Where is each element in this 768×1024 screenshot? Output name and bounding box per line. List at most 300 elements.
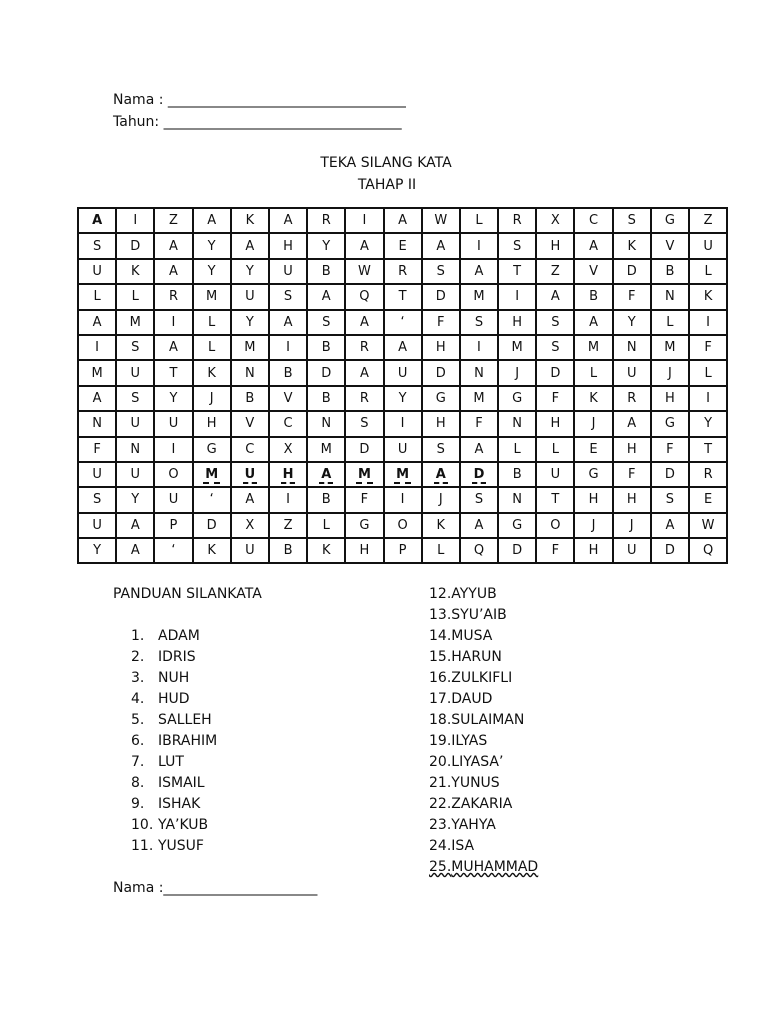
grid-cell (460, 462, 498, 487)
grid-row (78, 310, 727, 335)
grid-cell: R (384, 259, 422, 284)
guide-title: PANDUAN SILANKATA (113, 586, 262, 602)
grid-cell: B (269, 538, 307, 563)
grid-cell: L (651, 310, 689, 335)
grid-cell: J (193, 386, 231, 411)
guide-item-number: 9. (131, 796, 145, 812)
grid-cell: H (422, 335, 460, 360)
grid-cell: N (498, 487, 536, 512)
grid-cell: O (536, 513, 574, 538)
guide-item (429, 773, 538, 794)
grid-cell: P (154, 513, 192, 538)
guide-item-word: SULAIMAN (451, 712, 525, 728)
guide-item (131, 647, 217, 668)
guide-item-number: 15. (429, 649, 452, 665)
name-field-line: Nama : __________________________________ (113, 92, 406, 108)
grid-cell: S (78, 487, 116, 512)
name-field-line-bottom: Nama :______________________ (113, 880, 318, 896)
guide-item-word: IBRAHIM (158, 733, 218, 749)
guide-item (429, 626, 538, 647)
year-field-line: Tahun: __________________________________ (113, 114, 402, 130)
grid-cell: B (307, 259, 345, 284)
grid-cell: ‘ (384, 310, 422, 335)
grid-cell: A (574, 310, 612, 335)
grid-cell: A (116, 538, 154, 563)
grid-cell: U (154, 487, 192, 512)
guide-item (429, 836, 538, 857)
grid-cell: M (651, 335, 689, 360)
grid-cell: N (460, 360, 498, 385)
grid-cell: Y (78, 538, 116, 563)
grid-cell: F (78, 437, 116, 462)
grid-cell: V (269, 386, 307, 411)
page-subtitle: TAHAP II (357, 177, 417, 193)
grid-cell: L (460, 208, 498, 233)
grid-row (78, 487, 727, 512)
guide-item-word: ISMAIL (158, 775, 205, 791)
grid-cell: T (536, 487, 574, 512)
grid-cell: U (78, 462, 116, 487)
grid-cell: J (574, 513, 612, 538)
page-title: TEKA SILANG KATA (320, 155, 452, 171)
grid-cell (345, 462, 383, 487)
guide-item-word: YUNUS (451, 775, 500, 791)
grid-cell: M (498, 335, 536, 360)
grid-cell: U (384, 437, 422, 462)
grid-cell: S (460, 487, 498, 512)
grid-cell: N (116, 437, 154, 462)
guide-item (429, 752, 538, 773)
guide-item (131, 689, 217, 710)
guide-item (429, 668, 538, 689)
grid-cell: I (269, 335, 307, 360)
grid-cell: A (269, 208, 307, 233)
grid-cell: H (422, 411, 460, 436)
grid-cell: H (613, 437, 651, 462)
grid-cell: B (269, 360, 307, 385)
grid-cell (307, 462, 345, 487)
guide-item-number: 21. (429, 775, 452, 791)
grid-cell: A (154, 233, 192, 258)
guide-item-word: NUH (158, 670, 190, 686)
grid-cell: A (154, 259, 192, 284)
grid-cell: F (689, 335, 727, 360)
grid-cell: L (689, 360, 727, 385)
grid-cell: Y (116, 487, 154, 512)
grid-cell: R (307, 208, 345, 233)
grid-cell: S (116, 386, 154, 411)
grid-cell: U (689, 233, 727, 258)
grid-cell: G (651, 411, 689, 436)
grid-cell: G (498, 386, 536, 411)
grid-cell: K (574, 386, 612, 411)
grid-cell: I (154, 437, 192, 462)
grid-cell: V (574, 259, 612, 284)
grid-cell: U (384, 360, 422, 385)
grid-cell: A (116, 513, 154, 538)
grid-cell: D (193, 513, 231, 538)
grid-cell: U (78, 259, 116, 284)
grid-cell: G (651, 208, 689, 233)
grid-cell: H (193, 411, 231, 436)
grid-cell: C (269, 411, 307, 436)
guide-item (131, 752, 217, 773)
grid-cell: A (422, 233, 460, 258)
grid-cell: D (422, 284, 460, 309)
guide-item-word: DAUD (451, 691, 493, 707)
guide-item-number: 20. (429, 754, 452, 770)
grid-row (78, 437, 727, 462)
grid-cell: D (345, 437, 383, 462)
guide-item-number: 5. (131, 712, 145, 728)
guide-list-left (131, 626, 217, 857)
grid-cell: A (231, 487, 269, 512)
grid-cell (422, 462, 460, 487)
guide-item-word: LUT (158, 754, 184, 770)
grid-cell: B (574, 284, 612, 309)
grid-cell: M (78, 360, 116, 385)
grid-cell: W (422, 208, 460, 233)
guide-item (131, 794, 217, 815)
guide-item-number: 16. (429, 670, 452, 686)
grid-cell: T (689, 437, 727, 462)
guide-item-number: 11. (131, 838, 154, 854)
grid-cell: O (154, 462, 192, 487)
grid-cell: I (345, 208, 383, 233)
grid-cell: U (613, 360, 651, 385)
guide-item (131, 731, 217, 752)
grid-cell: L (78, 284, 116, 309)
grid-cell: L (193, 335, 231, 360)
grid-row (78, 360, 727, 385)
word-search-grid (77, 207, 728, 564)
grid-cell-letter: D (473, 467, 485, 483)
grid-cell-letter: A (321, 467, 332, 483)
grid-cell: N (498, 411, 536, 436)
guide-item (131, 815, 217, 836)
grid-row (78, 259, 727, 284)
grid-cell: U (231, 538, 269, 563)
grid-cell: G (193, 437, 231, 462)
grid-cell: D (498, 538, 536, 563)
grid-cell-letter: M (205, 467, 219, 483)
grid-cell: K (193, 360, 231, 385)
grid-cell: U (116, 360, 154, 385)
grid-cell: F (613, 284, 651, 309)
grid-cell: Y (689, 411, 727, 436)
guide-item (131, 773, 217, 794)
grid-cell: B (307, 487, 345, 512)
grid-cell: Y (193, 233, 231, 258)
guide-item-number: 17. (429, 691, 452, 707)
grid-cell: A (384, 335, 422, 360)
grid-cell: L (116, 284, 154, 309)
grid-cell: K (307, 538, 345, 563)
guide-item-word: HARUN (451, 649, 502, 665)
grid-cell: B (498, 462, 536, 487)
grid-cell: A (345, 310, 383, 335)
grid-cell: A (460, 437, 498, 462)
grid-cell-letter: M (396, 467, 410, 483)
grid-cell: D (307, 360, 345, 385)
grid-cell: X (269, 437, 307, 462)
grid-cell: M (231, 335, 269, 360)
grid-cell: E (689, 487, 727, 512)
grid-cell: B (651, 259, 689, 284)
grid-cell: S (613, 208, 651, 233)
grid-cell: T (384, 284, 422, 309)
grid-cell: S (651, 487, 689, 512)
guide-item-word: YA’KUB (158, 817, 209, 833)
grid-cell: U (536, 462, 574, 487)
guide-item (131, 626, 217, 647)
grid-cell: N (613, 335, 651, 360)
grid-cell: M (460, 284, 498, 309)
guide-item-word: AYYUB (451, 586, 497, 602)
grid-cell: K (689, 284, 727, 309)
grid-cell: L (574, 360, 612, 385)
grid-cell: A (154, 335, 192, 360)
grid-cell: M (307, 437, 345, 462)
guide-item-number: 13. (429, 607, 452, 623)
guide-item-number: 23. (429, 817, 452, 833)
grid-cell: L (689, 259, 727, 284)
guide-item-word: IDRIS (158, 649, 196, 665)
grid-cell: M (574, 335, 612, 360)
grid-cell: G (345, 513, 383, 538)
grid-row (78, 335, 727, 360)
grid-cell: N (307, 411, 345, 436)
grid-cell: A (307, 284, 345, 309)
grid-row (78, 386, 727, 411)
grid-cell: C (231, 437, 269, 462)
grid-cell: Q (345, 284, 383, 309)
grid-cell: N (78, 411, 116, 436)
grid-cell: ‘ (193, 487, 231, 512)
grid-cell: Q (460, 538, 498, 563)
grid-cell: A (231, 233, 269, 258)
grid-cell: X (231, 513, 269, 538)
guide-item (429, 794, 538, 815)
grid-cell: N (651, 284, 689, 309)
grid-cell: K (193, 538, 231, 563)
guide-item-number: 8. (131, 775, 145, 791)
grid-cell: I (154, 310, 192, 335)
grid-cell: X (536, 208, 574, 233)
grid-cell: L (193, 310, 231, 335)
grid-row (78, 411, 727, 436)
grid-cell: H (536, 411, 574, 436)
guide-item-number: 19. (429, 733, 452, 749)
grid-cell: I (460, 335, 498, 360)
grid-cell: Y (231, 259, 269, 284)
grid-cell: Y (231, 310, 269, 335)
grid-cell: G (422, 386, 460, 411)
grid-cell: U (613, 538, 651, 563)
grid-row (78, 284, 727, 309)
grid-cell: S (116, 335, 154, 360)
grid-cell: V (231, 411, 269, 436)
grid-cell: Z (154, 208, 192, 233)
grid-cell: Y (154, 386, 192, 411)
grid-cell-letter: H (282, 467, 294, 483)
guide-item-word: ADAM (158, 628, 200, 644)
grid-cell: Z (689, 208, 727, 233)
guide-item (131, 668, 217, 689)
guide-item-number: 12. (429, 586, 452, 602)
grid-cell: I (498, 284, 536, 309)
grid-cell: F (345, 487, 383, 512)
grid-cell: O (384, 513, 422, 538)
grid-cell: Q (689, 538, 727, 563)
grid-cell: I (384, 411, 422, 436)
grid-cell: G (498, 513, 536, 538)
grid-cell: I (689, 386, 727, 411)
grid-cell: S (536, 335, 574, 360)
grid-row (78, 538, 727, 563)
grid-cell: L (307, 513, 345, 538)
grid-cell: H (613, 487, 651, 512)
grid-cell: Y (193, 259, 231, 284)
grid-cell: D (116, 233, 154, 258)
grid-cell: U (154, 411, 192, 436)
guide-item-number: 22. (429, 796, 452, 812)
guide-item-number: 14. (429, 628, 452, 644)
grid-cell (231, 462, 269, 487)
grid-cell: H (269, 233, 307, 258)
grid-cell: B (231, 386, 269, 411)
grid-cell: U (78, 513, 116, 538)
grid-cell: A (460, 513, 498, 538)
grid-cell: D (651, 538, 689, 563)
grid-row (78, 462, 727, 487)
grid-cell: J (422, 487, 460, 512)
guide-item (429, 731, 538, 752)
grid-cell: V (651, 233, 689, 258)
grid-cell: A (574, 233, 612, 258)
guide-item-word: ILYAS (451, 733, 488, 749)
guide-item (429, 647, 538, 668)
guide-item-number: 1. (131, 628, 145, 644)
grid-cell: S (78, 233, 116, 258)
grid-cell: J (613, 513, 651, 538)
grid-cell: K (422, 513, 460, 538)
grid-cell: D (613, 259, 651, 284)
grid-cell: A (78, 310, 116, 335)
grid-cell-letter: U (244, 467, 256, 483)
grid-cell: I (384, 487, 422, 512)
grid-cell: E (384, 233, 422, 258)
guide-item-word: ZAKARIA (451, 796, 513, 812)
grid-cell: I (78, 335, 116, 360)
grid-cell: B (307, 386, 345, 411)
grid-cell-letter: M (357, 467, 371, 483)
grid-cell: H (574, 487, 612, 512)
guide-item (429, 689, 538, 710)
grid-cell: M (460, 386, 498, 411)
grid-cell: R (498, 208, 536, 233)
guide-item (131, 836, 217, 857)
grid-row (78, 208, 727, 233)
grid-cell: F (460, 411, 498, 436)
grid-cell: D (422, 360, 460, 385)
grid-cell: U (231, 284, 269, 309)
grid-cell: S (536, 310, 574, 335)
grid-cell: E (574, 437, 612, 462)
grid-cell: D (651, 462, 689, 487)
grid-cell: A (613, 411, 651, 436)
grid-cell: U (116, 411, 154, 436)
guide-item-word: SALLEH (158, 712, 212, 728)
guide-item-word: ISA (451, 838, 475, 854)
grid-cell: A (78, 208, 116, 233)
grid-cell: ‘ (154, 538, 192, 563)
grid-cell: H (536, 233, 574, 258)
grid-cell: A (460, 259, 498, 284)
guide-item (429, 584, 538, 605)
guide-item-number: 10. (131, 817, 154, 833)
guide-item (429, 857, 538, 878)
grid-cell: U (269, 259, 307, 284)
grid-cell: L (498, 437, 536, 462)
guide-list-right (429, 584, 538, 878)
grid-cell: F (651, 437, 689, 462)
guide-item-word: SYU’AIB (451, 607, 507, 623)
guide-item-word: LIYASA’ (451, 754, 504, 770)
grid-cell: A (269, 310, 307, 335)
grid-cell: M (193, 284, 231, 309)
guide-item-word: ZULKIFLI (451, 670, 513, 686)
grid-cell: R (345, 335, 383, 360)
grid-cell-letter: A (435, 467, 446, 483)
guide-item-number: 25. (429, 859, 452, 875)
grid-cell: S (422, 437, 460, 462)
grid-cell: Z (536, 259, 574, 284)
grid-cell: W (345, 259, 383, 284)
grid-cell: Y (384, 386, 422, 411)
grid-cell: N (231, 360, 269, 385)
guide-item-word: YAHYA (451, 817, 496, 833)
grid-cell: S (498, 233, 536, 258)
grid-cell: F (536, 538, 574, 563)
grid-cell: I (689, 310, 727, 335)
grid-cell: F (613, 462, 651, 487)
grid-cell: H (345, 538, 383, 563)
grid-cell: J (574, 411, 612, 436)
grid-cell: K (231, 208, 269, 233)
grid-cell: S (422, 259, 460, 284)
grid-cell: A (78, 386, 116, 411)
grid-cell: A (345, 233, 383, 258)
grid-cell: B (307, 335, 345, 360)
grid-row (78, 233, 727, 258)
grid-cell: U (116, 462, 154, 487)
grid-cell: P (384, 538, 422, 563)
grid-cell: H (651, 386, 689, 411)
grid-cell: A (536, 284, 574, 309)
grid-cell: A (651, 513, 689, 538)
grid-cell: Y (307, 233, 345, 258)
grid-cell: R (613, 386, 651, 411)
grid-cell: C (574, 208, 612, 233)
grid-cell: A (384, 208, 422, 233)
grid-cell: Y (613, 310, 651, 335)
grid-cell: F (422, 310, 460, 335)
grid-cell (384, 462, 422, 487)
grid-cell: H (574, 538, 612, 563)
guide-item (131, 710, 217, 731)
guide-item-word: MUSA (451, 628, 493, 644)
